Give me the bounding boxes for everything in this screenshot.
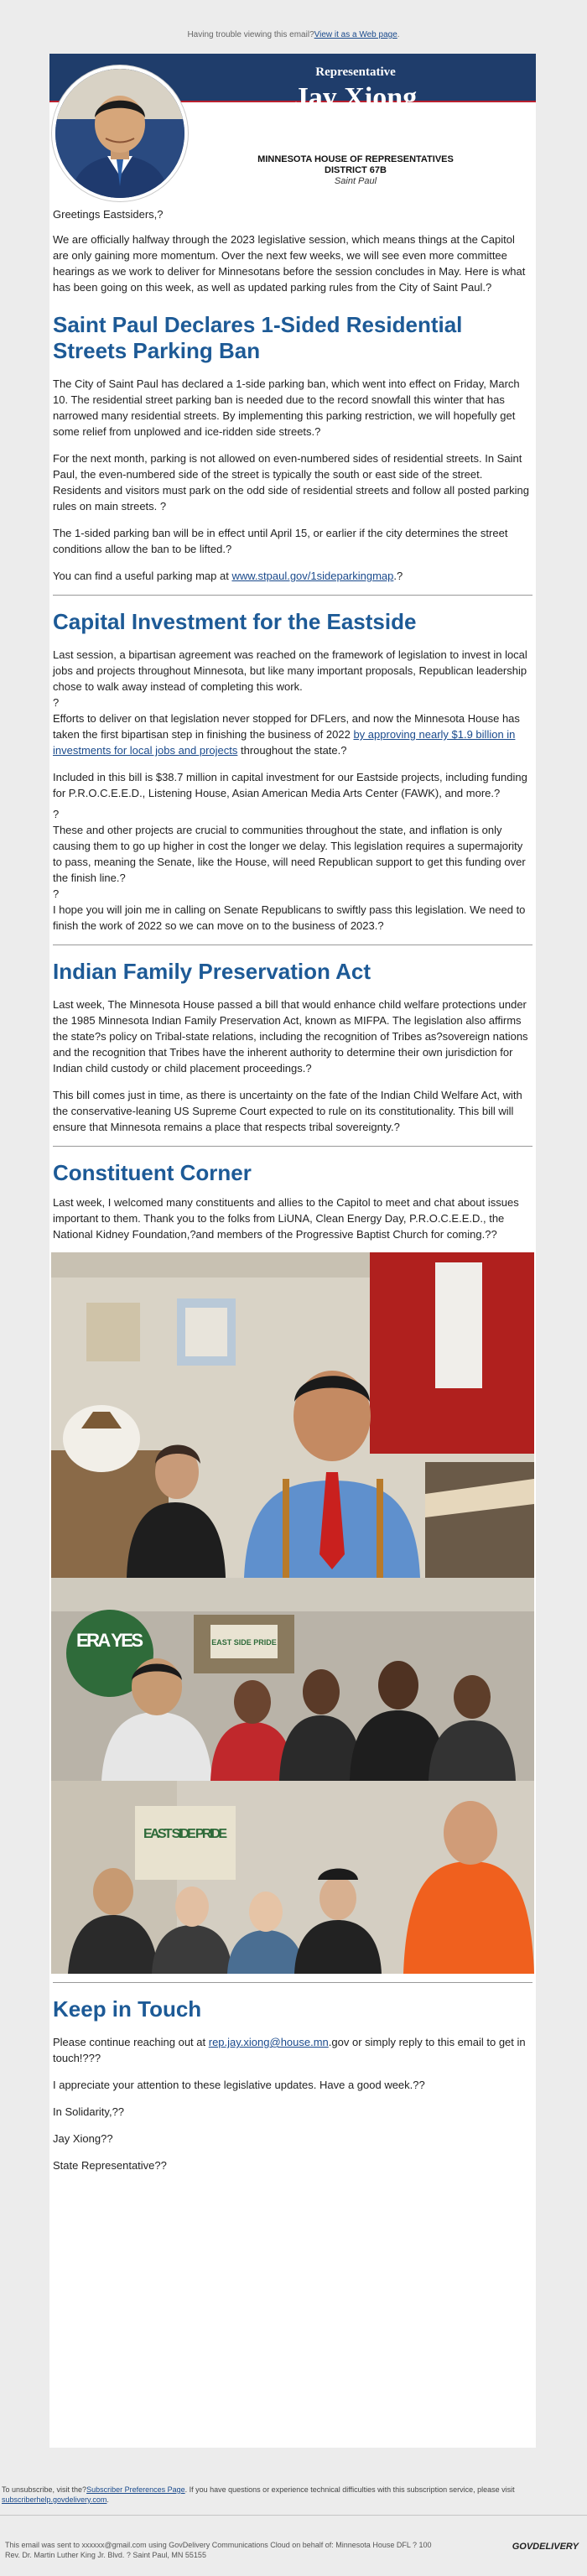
keep-paragraph-1 <box>53 2034 532 2066</box>
subscriber-preferences-link[interactable]: Subscriber Preferences Page <box>86 2485 185 2494</box>
keep-paragraph-2: I appreciate your attention to these legislative updates. Have a good week.?? <box>53 2079 425 2091</box>
section-divider <box>53 1982 532 1983</box>
unsub-prefix: To unsubscribe, visit the? <box>2 2485 87 2494</box>
capital-section-title: Capital Investment for the Eastside <box>53 609 417 634</box>
parking-paragraph-4 <box>53 568 532 584</box>
signature-name: Jay Xiong?? <box>53 2132 113 2145</box>
icwa-section-title: Indian Family Preservation Act <box>53 959 371 984</box>
constituent-photo-1 <box>51 1252 534 1578</box>
unsubscribe-note <box>2 2485 580 2505</box>
sent-to-note <box>5 2540 508 2560</box>
signoff: In Solidarity,?? <box>53 2105 125 2118</box>
constituent-photo-2 <box>51 1578 534 1781</box>
capital-paragraph-3: Included in this bill is $38.7 million in capital investment for our Eastside projects, including funding for P.R.O.C.E.E.D., Listening House, Asian American Media Arts Center (FAWK), and more.? <box>53 771 527 799</box>
capital-paragraph-2 <box>53 710 532 758</box>
parking-section-title: Saint Paul Declares 1-Sided Residential Streets Parking Ban <box>53 312 463 363</box>
capital-paragraph-4: These and other projects are crucial to communities throughout the state, and inflation is only causing them to go up higher in cost the longer we delay. This legislation requires a supermajority to pass, meaning the Senate, like the House, will need Republican support to get this funding over the finish line.? <box>53 824 526 884</box>
sent-line-2: Rev. Dr. Martin Luther King Jr. Blvd. ? Saint Paul, MN 55155 <box>5 2551 206 2559</box>
keep-in-touch-title: Keep in Touch <box>53 1996 202 2022</box>
capital-p2-text: Efforts to deliver on that legislation never stopped for DFLers, and now the Minnesota House has taken the first bipartisan step in finishing the business of 2022 <box>53 712 520 741</box>
contact-suffix: .gov or simply reply to this email to get in touch!??? <box>53 2036 526 2064</box>
capital-paragraph-1: Last session, a bipartisan agreement was reached on the framework of legislation to invest in local jobs and projects throughout Minnesota, but like many important proposals, Republican leadership chose to walk away instead of completing this work. <box>53 648 527 693</box>
icwa-paragraph-1: Last week, The Minnesota House passed a bill that would enhance child welfare protections under the 1985 Minnesota Indian Family Preservation Act, known as MIFPA. The legislation also affirms the state?s policy on Tribal-state relations, including the recognition of Tribes as?sovereign nations and the recognition that Tribes have the inherent authority to determine their own jurisdiction for Indian child custody or child placement proceedings.? <box>53 998 528 1075</box>
east-side-pride-sign-small: EAST SIDE PRIDE <box>211 1638 277 1647</box>
view-online-note <box>0 0 587 42</box>
icwa-paragraph-2: This bill comes just in time, as there is uncertainty on the fate of the Indian Child Welfare Act, with the conservative-leaning US Supreme Court expected to rule on its constitutionality. This bill will ensure that Minnesota remains a place that respects tribal sovereignty.? <box>53 1089 522 1133</box>
constituent-photo-3 <box>51 1781 534 1974</box>
capital-spacer-2: ? <box>53 808 60 820</box>
portrait-icon <box>55 69 184 198</box>
govdelivery-logo: GOVDELIVERY <box>512 2542 579 2552</box>
group-photo-era <box>51 1578 534 1781</box>
parking-map-suffix: .? <box>393 570 403 582</box>
parking-paragraph-2: For the next month, parking is not allowed on even-numbered sides of residential streets. In Saint Paul, the even-numbered side of the street is typically the south or east side of the street. Residents and visitors must park on the odd side of residential streets and follow all posted parking rules on main streets. ? <box>53 452 529 513</box>
parking-map-prefix: You can find a useful parking map at <box>53 570 232 582</box>
intro-paragraph: We are officially halfway through the 2023 legislative session, which means things at the Capitol are only gaining more momentum. Over the next few weeks, we will see even more committee hearings as we work to deliver for Minnesotans before the session concludes in May. Here is what has been going on this week, as well as updated parking rules from the City of Saint Paul.? <box>53 233 526 294</box>
greeting: Greetings Eastsiders,? <box>53 208 164 221</box>
view-as-webpage-link[interactable]: View it as a Web page <box>314 30 397 39</box>
corner-section-title: Constituent Corner <box>53 1160 252 1185</box>
newsletter-body <box>53 206 532 2184</box>
view-online-text: Having trouble viewing this email? <box>187 30 314 39</box>
group-photo-eastside <box>51 1781 534 1974</box>
city-label: Saint Paul <box>334 176 377 186</box>
section-divider <box>53 595 532 596</box>
capital-investments-link[interactable]: by approving nearly $1.9 billion in investments for local jobs and projects <box>53 728 516 757</box>
office-meeting-photo <box>51 1252 534 1578</box>
capital-paragraph-5: I hope you will join me in calling on Senate Republicans to swiftly pass this legislation. We need to finish the work of 2022 so we can move on to the business of 2023.? <box>53 903 526 932</box>
contact-prefix: Please continue reaching out at <box>53 2036 209 2048</box>
east-side-pride-sign: EAST SIDE PRIDE <box>143 1827 227 1841</box>
view-online-period: . <box>397 30 400 39</box>
corner-paragraph-1: Last week, I welcomed many constituents and allies to the Capitol to meet and chat about issues important to them. Thank you to the folks from LiUNA, Clean Energy Day, P.R.O.C.E.E.D., the National Kidney Foundation,?and members of the Progressive Baptist Church for coming.?? <box>53 1196 519 1241</box>
parking-paragraph-1: The City of Saint Paul has declared a 1-side parking ban, which went into effect on Friday, March 10. The residential street parking ban is needed due to the record snowfall this winter that has narrowed many residential streets. By implementing this parking restriction, we will hopefully get some relief from unplowed and ice-ridden side streets.? <box>53 377 520 438</box>
district-label: DISTRICT 67B <box>325 165 387 175</box>
footer-divider <box>0 2515 587 2516</box>
parking-map-link[interactable]: www.stpaul.gov/1sideparkingmap <box>231 570 394 582</box>
capital-p2-suffix: throughout the state.? <box>237 744 347 757</box>
capital-spacer-1: ? <box>53 696 60 709</box>
unsub-suffix: . <box>106 2495 109 2504</box>
newsletter-card <box>49 54 536 2448</box>
era-yes-sign: ERA YES <box>76 1630 143 1651</box>
header-title-line1: Representative <box>315 65 396 79</box>
parking-paragraph-3: The 1-sided parking ban will be in effect until April 15, or earlier if the city determines the street conditions allow the ban to be lifted.? <box>53 527 508 555</box>
unsub-middle: . If you have questions or experience technical difficulties with this subscription service, please visit <box>184 2485 515 2494</box>
sent-line-1: This email was sent to xxxxxx@gmail.com using GovDelivery Communications Cloud on behalf of: Minnesota House DFL ? 100 <box>5 2541 432 2549</box>
capital-spacer-3: ? <box>53 887 60 900</box>
email-link[interactable]: rep.jay.xiong@house.mn <box>208 2036 329 2048</box>
section-divider <box>53 1146 532 1147</box>
subscriber-help-link[interactable]: subscriberhelp.govdelivery.com <box>2 2495 107 2504</box>
signature-title: State Representative?? <box>53 2159 167 2172</box>
header-title-line2: Jay Xiong <box>294 82 418 113</box>
org-name: MINNESOTA HOUSE OF REPRESENTATIVES <box>257 154 454 164</box>
representative-avatar <box>52 65 188 201</box>
